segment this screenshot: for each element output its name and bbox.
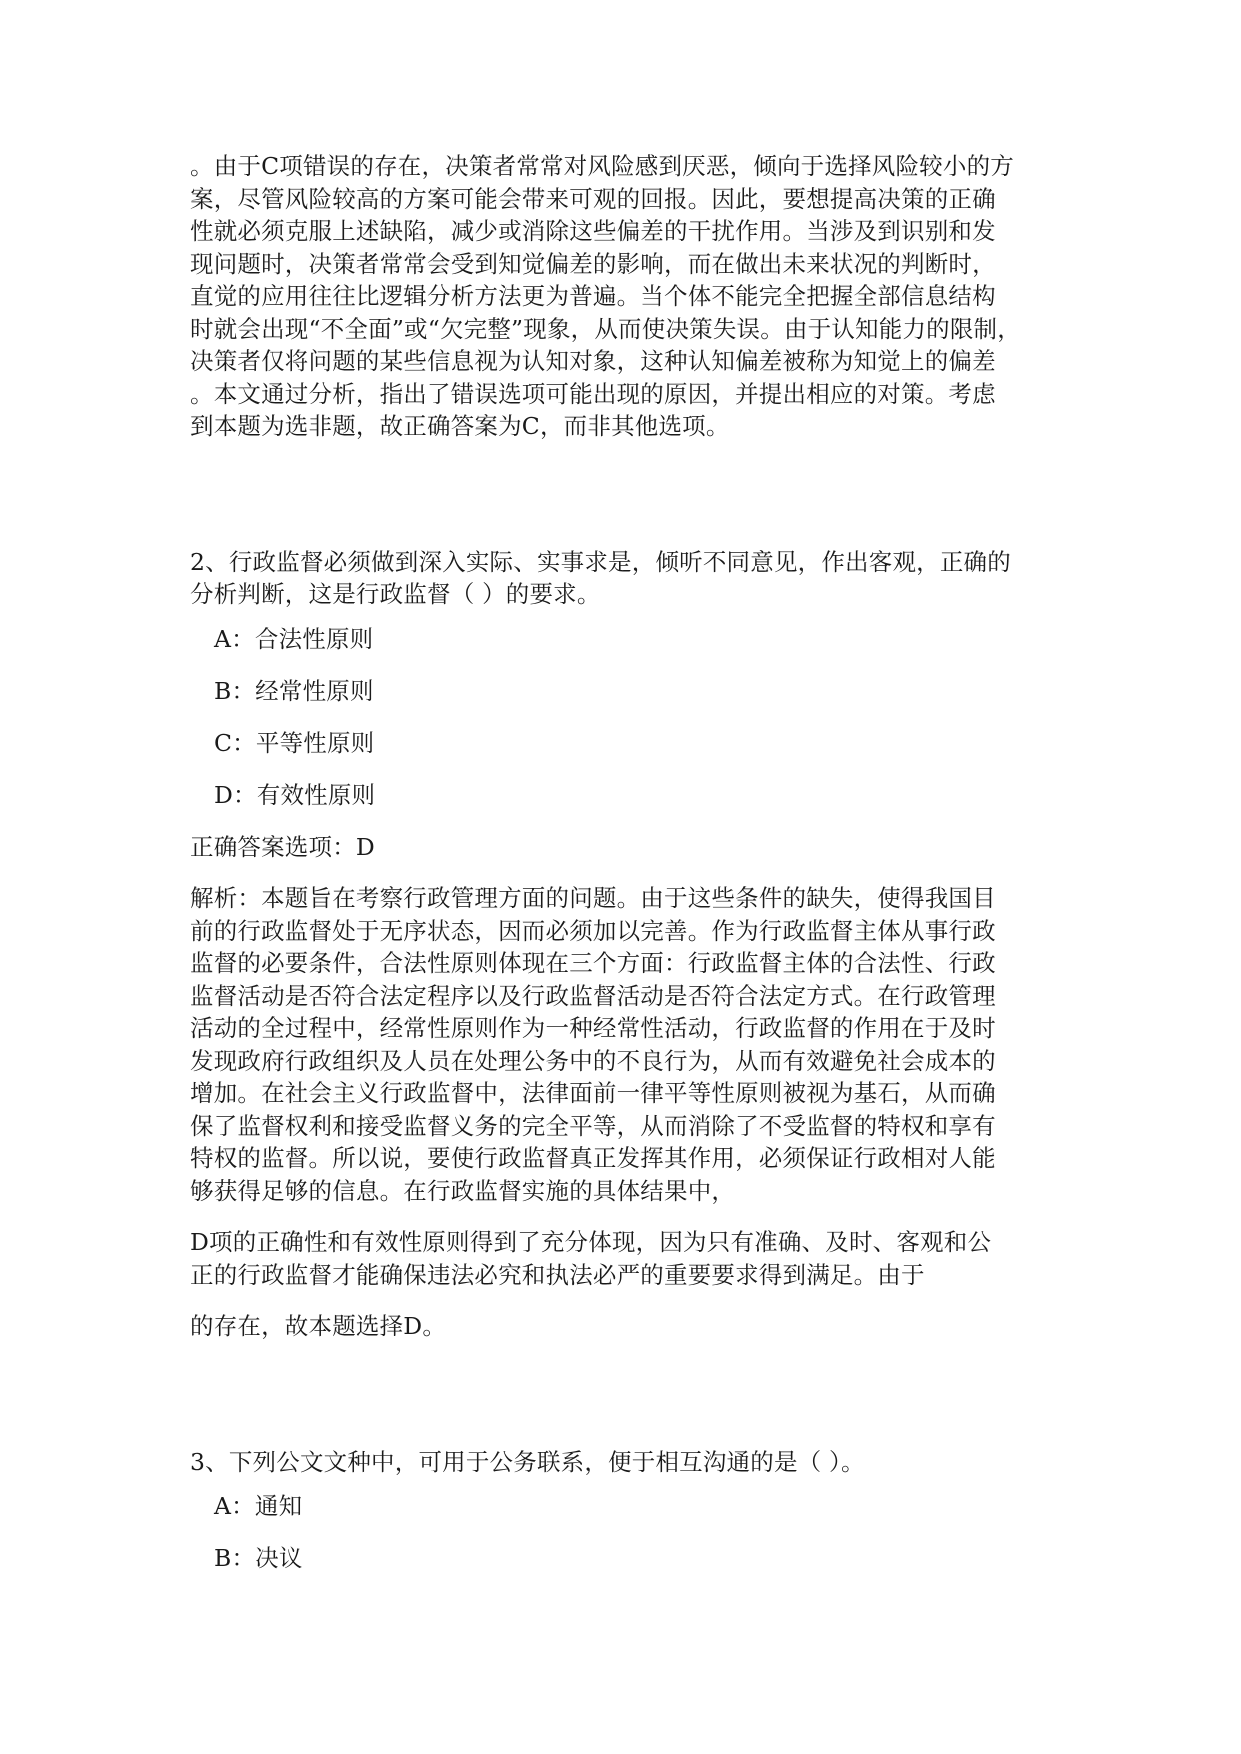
section-gap — [190, 1343, 1070, 1446]
text-line: 。由于C项错误的存在，决策者常常对风险感到厌恶，倾向于选择风险较小的方 — [190, 152, 1014, 180]
text-line: 时就会出现“不全面”或“欠完整”现象，从而使决策失误。由于认知能力的限制， — [190, 314, 1021, 343]
document-page — [190, 150, 1070, 1588]
text-line: 案，尽管风险较高的方案可能会带来可观的回报。因此，要想提高决策的正确 — [190, 184, 996, 213]
text-line: 决策者仅将问题的某些信息视为认知对象，这种认知偏差被称为知觉上的偏差 — [190, 347, 996, 375]
text-line: 特权的监督。所以说，要使行政监督真正发挥其作用，必须保证行政相对人能 — [190, 1144, 996, 1172]
question-2-answer: 正确答案选项：D — [190, 832, 375, 861]
text-line: D项的正确性和有效性原则得到了充分体现，因为只有准确、及时、客观和公 — [190, 1228, 992, 1256]
text-line: 增加。在社会主义行政监督中，法律面前一律平等性原则被视为基石，从而确 — [190, 1079, 996, 1107]
text-line: 的存在，故本题选择D。 — [190, 1312, 447, 1340]
text-line: 监督的必要条件，合法性原则体现在三个方面：行政监督主体的合法性、行政 — [190, 949, 996, 977]
text-line: 正的行政监督才能确保违法必究和执法必严的重要要求得到满足。由于 — [190, 1260, 925, 1289]
question-2-analysis — [190, 882, 1070, 1207]
text-line: 2、行政监督必须做到深入实际、实事求是，倾听不同意见，作出客观，正确的 — [190, 547, 1011, 576]
question-2-option-d: D：有效性原则 — [214, 780, 376, 809]
question-3-option-b: B：决议 — [214, 1544, 303, 1572]
text-line: 够获得足够的信息。在行政监督实施的具体结果中， — [190, 1176, 736, 1205]
question-2-option-a: A：合法性原则 — [214, 624, 374, 653]
section-gap — [190, 443, 1070, 546]
text-line: 现问题时，决策者常常会受到知觉偏差的影响，而在做出未来状况的判断时， — [190, 249, 996, 278]
text-line: 直觉的应用往往比逻辑分析方法更为普遍。当个体不能完全把握全部信息结构 — [190, 282, 996, 310]
question-2-option-c: C：平等性原则 — [214, 728, 375, 757]
text-line: 性就必须克服上述缺陷，减少或消除这些偏差的干扰作用。当涉及到识别和发 — [190, 217, 996, 245]
text-line: 监督活动是否符合法定程序以及行政监督活动是否符合法定方式。在行政管理 — [190, 981, 996, 1010]
text-line: 活动的全过程中，经常性原则作为一种经常性活动，行政监督的作用在于及时 — [190, 1014, 996, 1042]
text-line: 解析：本题旨在考察行政管理方面的问题。由于这些条件的缺失，使得我国目 — [190, 884, 996, 912]
question-3-option-a: A：通知 — [214, 1492, 303, 1520]
text-line: 保了监督权利和接受监督义务的完全平等，从而消除了不受监督的特权和享有 — [190, 1111, 996, 1140]
text-line: 分析判断，这是行政监督（ ）的要求。 — [190, 580, 601, 608]
question-2-conclusion — [190, 1310, 1070, 1343]
text-line: 前的行政监督处于无序状态，因而必须加以完善。作为行政监督主体从事行政 — [190, 916, 996, 945]
text-line: 。本文通过分析，指出了错误选项可能出现的原因，并提出相应的对策。考虑 — [190, 379, 996, 408]
previous-analysis-continuation — [190, 150, 1070, 443]
text-line: 到本题为选非题，故正确答案为C，而非其他选项。 — [190, 412, 730, 440]
question-2-stem — [190, 546, 1070, 611]
text-line: 发现政府行政组织及人员在处理公务中的不良行为，从而有效避免社会成本的 — [190, 1046, 996, 1075]
question-2-option-b: B：经常性原则 — [214, 676, 374, 705]
question-2-analysis-extra — [190, 1226, 1070, 1291]
question-3-stem: 3、下列公文文种中，可用于公务联系，便于相互沟通的是（ ）。 — [190, 1447, 865, 1476]
